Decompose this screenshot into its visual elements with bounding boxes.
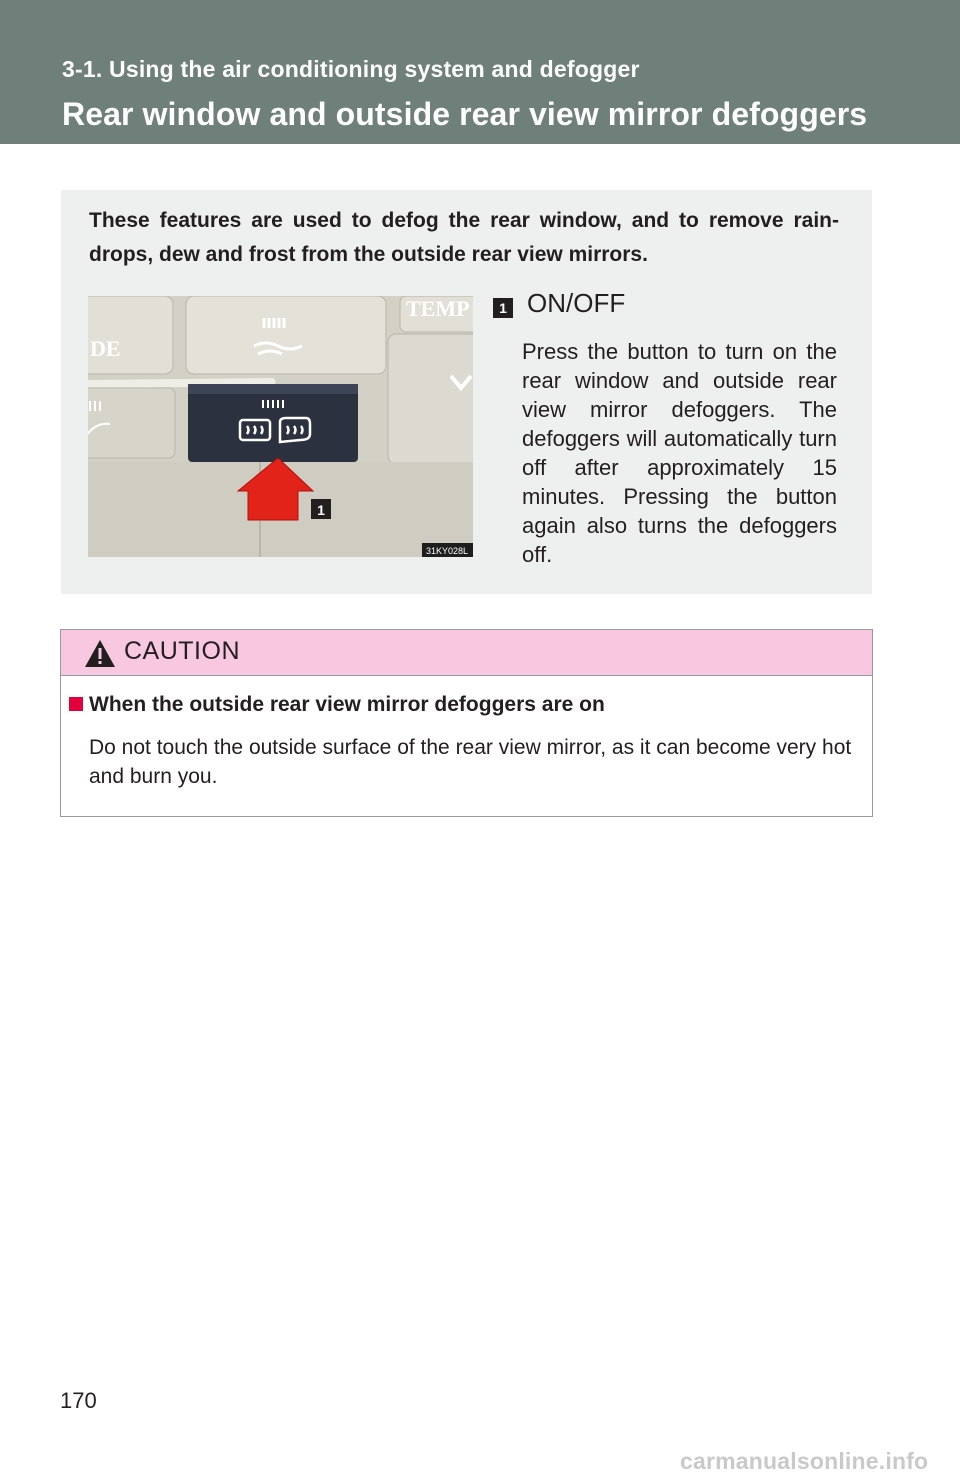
temp-label: TEMP [406, 296, 470, 321]
caution-label: CAUTION [124, 637, 240, 665]
item-description: Press the button to turn on the rear window and outside rear view mirror defoggers. The defoggers will automatically turn off after approximately 15 minutes. Pressing the button again also turns the defoggers off. [522, 339, 837, 567]
page-title: Rear window and outside rear view mirror defoggers [62, 96, 868, 132]
page-number: 170 [60, 1388, 97, 1413]
caution-text: Do not touch the outside surface of the rear view mirror, as it can become very hot and burn you. [89, 736, 852, 788]
item-heading: ON/OFF [527, 288, 626, 318]
section-title: 3-1. Using the air conditioning system and defogger [62, 56, 640, 82]
item-number-badge: 1 [493, 298, 513, 318]
warning-icon [84, 639, 116, 669]
control-panel-photo [88, 296, 473, 557]
bullet-square [69, 697, 83, 711]
caution-subheading: When the outside rear view mirror defoggers are on [89, 693, 605, 716]
intro-text: These features are used to defog the rear window, and to remove rain-drops, dew and frost from the outside rear view mirrors. [89, 209, 839, 266]
callout-number: 1 [317, 502, 325, 518]
watermark: carmanualsonline.info [680, 1448, 929, 1474]
image-code: 31KY028L [425, 546, 469, 556]
mode-label: DE [90, 336, 121, 361]
